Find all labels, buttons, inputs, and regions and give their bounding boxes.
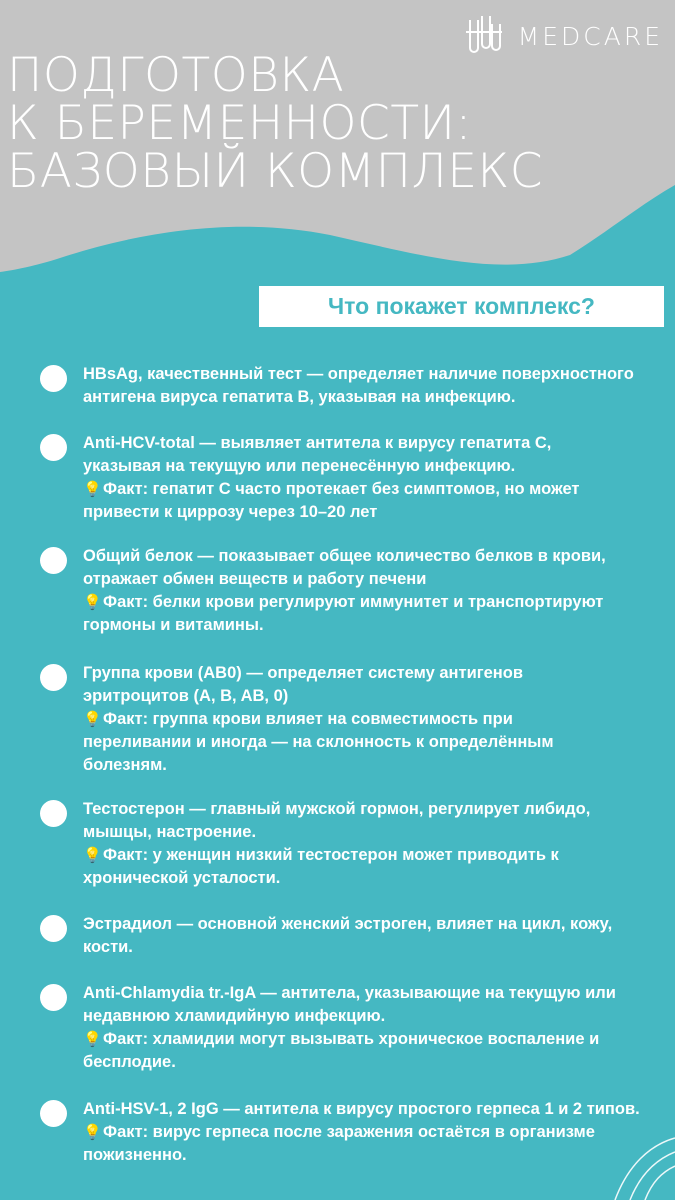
item-line: HBsAg, качественный тест — определяет наличие поверхностного (83, 365, 634, 383)
lightbulb-icon: 💡 (83, 711, 102, 728)
item-text (83, 363, 671, 409)
fact-line (83, 591, 671, 614)
item-text (83, 982, 671, 1074)
item-text (83, 545, 671, 637)
fact-line (83, 501, 671, 524)
item-line: эритроцитов (A, B, AB, 0) (83, 687, 289, 705)
bullet-circle-icon (40, 365, 67, 392)
item-line: Anti-HCV-total — выявляет антитела к вирусу гепатита С, (83, 434, 552, 452)
fact-text: переливании и иногда — на склонность к определённым (83, 733, 554, 751)
bullet-circle-icon (40, 1100, 67, 1127)
banner-text: Что покажет комплекс? (328, 293, 595, 319)
title-line-2: К БЕРЕМЕННОСТИ: (7, 96, 472, 151)
fact-text: гормоны и витамины. (83, 616, 264, 634)
fact-text: хронической усталости. (83, 869, 281, 887)
fact-text: Факт: вирус герпеса после заражения остаётся в организме (103, 1123, 595, 1141)
item-line: кости. (83, 938, 133, 956)
fact-line (83, 731, 671, 754)
item-line: Тестостерон — главный мужской гормон, регулирует либидо, (83, 800, 591, 818)
bullet-circle-icon (40, 547, 67, 574)
fact-line (83, 867, 671, 890)
lightbulb-icon: 💡 (83, 847, 102, 864)
fact-line (83, 1121, 671, 1144)
fact-text: болезням. (83, 756, 167, 774)
item-line: Эстрадиол — основной женский эстроген, влияет на цикл, кожу, (83, 915, 613, 933)
title-line-3: БАЗОВЫЙ КОМПЛЕКС (7, 144, 544, 199)
fact-text: бесплодие. (83, 1053, 176, 1071)
bullet-circle-icon (40, 434, 67, 461)
item-line: антигена вируса гепатита В, указывая на инфекцию. (83, 388, 516, 406)
bullet-circle-icon (40, 915, 67, 942)
item-line: указывая на текущую или перенесённую инфекцию. (83, 457, 516, 475)
item-line: Общий белок — показывает общее количество белков в крови, (83, 547, 606, 565)
fact-text: Факт: белки крови регулируют иммунитет и транспортируют (103, 593, 604, 611)
lightbulb-icon: 💡 (83, 1031, 102, 1048)
item-line: отражает обмен веществ и работу печени (83, 570, 427, 588)
title-line-1: ПОДГОТОВКА (7, 48, 345, 103)
fact-text: пожизненно. (83, 1146, 187, 1164)
item-line: недавнюю хламидийную инфекцию. (83, 1007, 386, 1025)
item-line: Anti-HSV-1, 2 IgG — антитела к вирусу простого герпеса 1 и 2 типов. (83, 1100, 640, 1118)
lightbulb-icon: 💡 (83, 481, 102, 498)
fact-line (83, 1028, 671, 1051)
fact-text: привести к циррозу через 10–20 лет (83, 503, 378, 521)
fact-text: Факт: группа крови влияет на совместимость при (103, 710, 513, 728)
item-text (83, 913, 671, 959)
item-line: Anti-Chlamydia tr.-IgA — антитела, указывающие на текущую или (83, 984, 616, 1002)
item-text (83, 432, 671, 524)
fact-line (83, 1051, 671, 1074)
bullet-circle-icon (40, 664, 67, 691)
fact-line (83, 844, 671, 867)
fact-line (83, 708, 671, 731)
item-text (83, 798, 671, 890)
fact-line (83, 1144, 671, 1167)
bullet-circle-icon (40, 984, 67, 1011)
lightbulb-icon: 💡 (83, 1124, 102, 1141)
fact-text: Факт: гепатит С часто протекает без симптомов, но может (103, 480, 580, 498)
bullet-circle-icon (40, 800, 67, 827)
lightbulb-icon: 💡 (83, 594, 102, 611)
item-line: мышцы, настроение. (83, 823, 257, 841)
fact-text: Факт: у женщин низкий тестостерон может приводить к (103, 846, 559, 864)
fact-text: Факт: хламидии могут вызывать хроническое воспаление и (103, 1030, 600, 1048)
brand-name: MEDCARE (517, 21, 663, 51)
item-text (83, 662, 671, 777)
fact-line (83, 478, 671, 501)
fact-line (83, 754, 671, 777)
fact-line (83, 614, 671, 637)
item-line: Группа крови (AB0) — определяет систему антигенов (83, 664, 523, 682)
item-text (83, 1098, 671, 1167)
